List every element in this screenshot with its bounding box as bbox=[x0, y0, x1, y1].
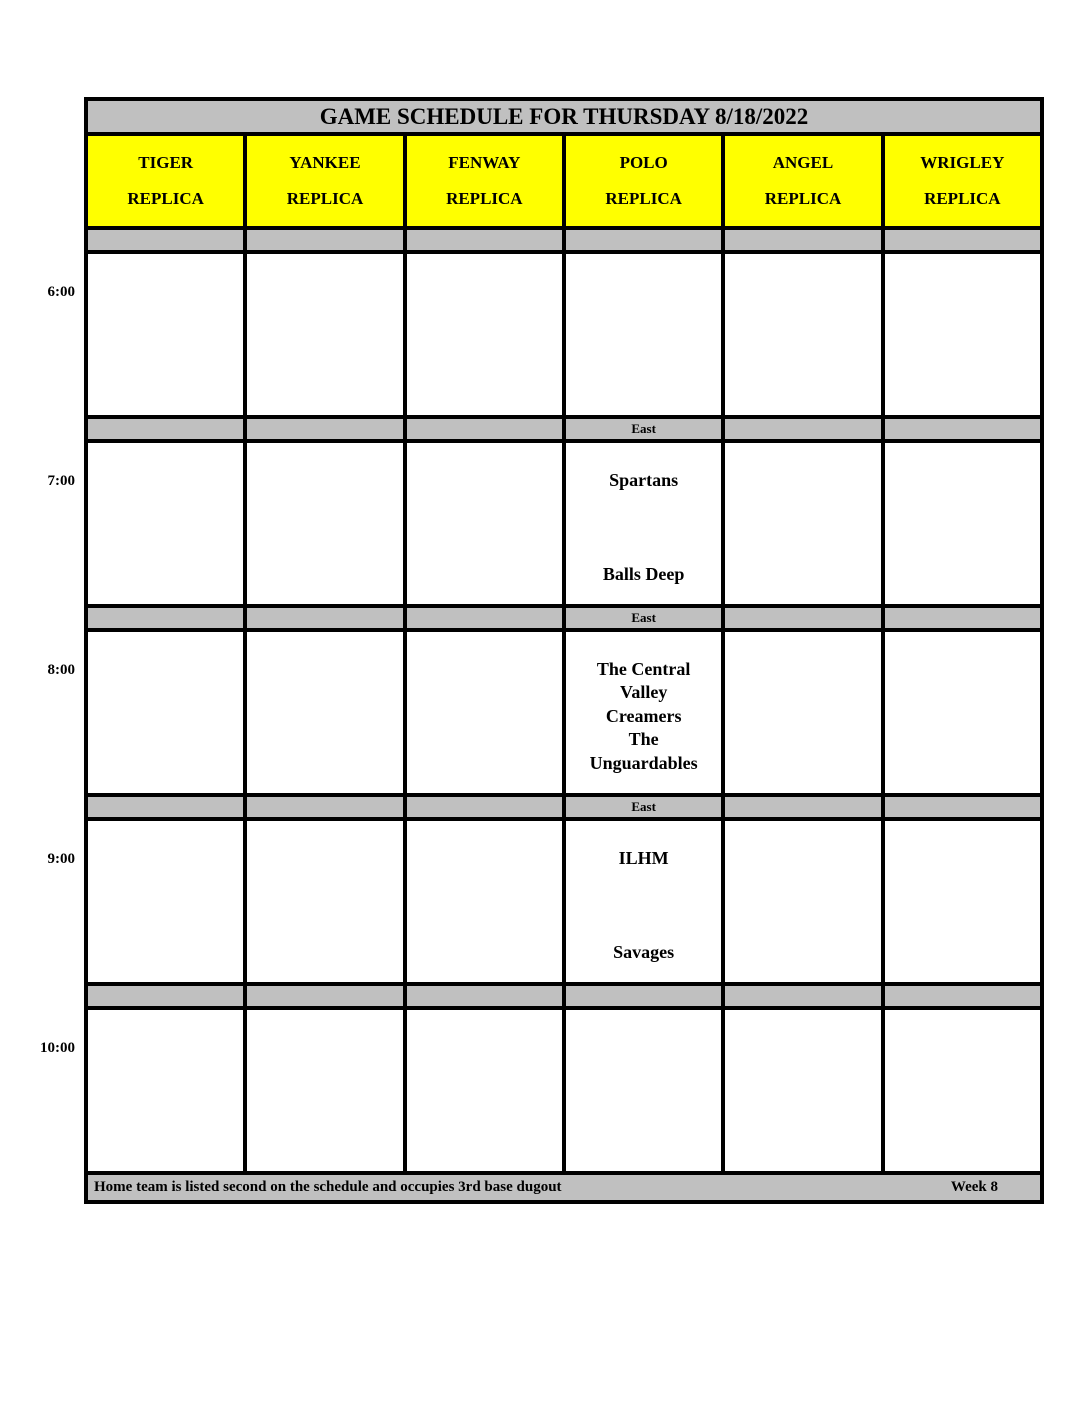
week-label: Week 8 bbox=[950, 1179, 998, 1195]
field-name: POLO bbox=[619, 153, 668, 172]
separator-cell bbox=[88, 986, 243, 1006]
separator-cell bbox=[885, 419, 1040, 439]
separator-cell bbox=[885, 230, 1040, 250]
separator-row bbox=[88, 797, 1040, 817]
game-row bbox=[47, 632, 1040, 793]
field-replica-label: REPLICA bbox=[446, 189, 523, 208]
field-replica-label: REPLICA bbox=[605, 189, 682, 208]
field-replica-label: REPLICA bbox=[764, 189, 842, 208]
separator-row bbox=[88, 230, 1040, 250]
game-cell bbox=[566, 632, 721, 793]
separator-cell bbox=[88, 797, 243, 817]
separator-cell bbox=[88, 608, 243, 628]
field-name: YANKEE bbox=[289, 153, 361, 172]
field-header-cell bbox=[88, 136, 243, 226]
field-replica-label: REPLICA bbox=[924, 189, 1001, 208]
empty-game-cell bbox=[725, 1010, 880, 1171]
field-header-row bbox=[88, 136, 1040, 226]
separator-row bbox=[88, 986, 1040, 1006]
empty-game-cell bbox=[407, 254, 562, 415]
schedule-title: GAME SCHEDULE FOR THURSDAY 8/18/2022 bbox=[88, 101, 1040, 132]
field-name: TIGER bbox=[138, 153, 194, 172]
empty-game-cell bbox=[885, 443, 1040, 604]
time-label: 10:00 bbox=[40, 1040, 75, 1056]
game-cell bbox=[566, 443, 721, 604]
empty-game-cell bbox=[247, 1010, 402, 1171]
separator-row bbox=[88, 419, 1040, 439]
game-row bbox=[47, 443, 1040, 604]
field-header-cell bbox=[247, 136, 402, 226]
empty-game-cell bbox=[88, 821, 243, 982]
separator-cell bbox=[566, 986, 721, 1006]
away-team: The Central Valley Creamers bbox=[596, 659, 691, 726]
empty-game-cell bbox=[407, 632, 562, 793]
separator-row bbox=[88, 608, 1040, 628]
separator-cell bbox=[407, 230, 562, 250]
separator-cell bbox=[725, 797, 880, 817]
empty-game-cell bbox=[88, 254, 243, 415]
empty-game-cell bbox=[725, 254, 880, 415]
empty-game-cell bbox=[566, 1010, 721, 1171]
away-team: ILHM bbox=[618, 848, 669, 868]
empty-game-cell bbox=[88, 632, 243, 793]
game-row bbox=[47, 254, 1040, 415]
field-name: FENWAY bbox=[448, 153, 521, 172]
field-header-cell bbox=[725, 136, 880, 226]
home-team: The Unguardables bbox=[589, 729, 698, 773]
field-replica-label: REPLICA bbox=[127, 189, 204, 208]
empty-game-cell bbox=[725, 632, 880, 793]
field-replica-label: REPLICA bbox=[286, 189, 364, 208]
separator-cell bbox=[725, 986, 880, 1006]
separator-cell bbox=[885, 986, 1040, 1006]
empty-game-cell bbox=[407, 1010, 562, 1171]
empty-game-cell bbox=[407, 821, 562, 982]
field-header-cell bbox=[407, 136, 562, 226]
footer-note: Home team is listed second on the schedule and occupies 3rd base dugout bbox=[94, 1179, 562, 1195]
separator-cell bbox=[566, 230, 721, 250]
separator-cell bbox=[407, 608, 562, 628]
separator-cell bbox=[247, 608, 402, 628]
separator-cell bbox=[407, 986, 562, 1006]
division-label: East bbox=[631, 421, 656, 436]
empty-game-cell bbox=[885, 1010, 1040, 1171]
separator-cell bbox=[885, 797, 1040, 817]
game-row bbox=[40, 1010, 1040, 1171]
separator-cell bbox=[407, 797, 562, 817]
division-label-cell bbox=[566, 608, 721, 628]
empty-game-cell bbox=[247, 443, 402, 604]
separator-cell bbox=[247, 230, 402, 250]
separator-cell bbox=[885, 608, 1040, 628]
separator-cell bbox=[247, 797, 402, 817]
empty-game-cell bbox=[885, 821, 1040, 982]
separator-cell bbox=[247, 419, 402, 439]
empty-game-cell bbox=[885, 254, 1040, 415]
empty-game-cell bbox=[247, 632, 402, 793]
empty-game-cell bbox=[88, 1010, 243, 1171]
empty-game-cell bbox=[885, 632, 1040, 793]
separator-cell bbox=[407, 419, 562, 439]
footer-bar bbox=[88, 1175, 1040, 1200]
field-name: ANGEL bbox=[772, 153, 834, 172]
home-team: Balls Deep bbox=[602, 563, 685, 584]
empty-game-cell bbox=[566, 254, 721, 415]
separator-cell bbox=[725, 419, 880, 439]
field-name: WRIGLEY bbox=[920, 153, 1005, 172]
field-header-cell bbox=[885, 136, 1040, 226]
division-label-cell bbox=[566, 797, 721, 817]
field-header-cell bbox=[566, 136, 721, 226]
separator-cell bbox=[725, 230, 880, 250]
time-label: 9:00 bbox=[47, 851, 75, 867]
empty-game-cell bbox=[88, 443, 243, 604]
division-label-cell bbox=[566, 419, 721, 439]
home-team: Savages bbox=[613, 941, 675, 962]
empty-game-cell bbox=[725, 443, 880, 604]
time-label: 8:00 bbox=[47, 662, 75, 678]
away-team: Spartans bbox=[609, 470, 679, 490]
game-schedule-table bbox=[40, 97, 1044, 1204]
separator-cell bbox=[247, 986, 402, 1006]
separator-cell bbox=[88, 230, 243, 250]
empty-game-cell bbox=[725, 821, 880, 982]
separator-cell bbox=[725, 608, 880, 628]
game-row bbox=[47, 821, 1040, 982]
game-cell bbox=[566, 821, 721, 982]
time-label: 7:00 bbox=[47, 473, 75, 489]
empty-game-cell bbox=[247, 254, 402, 415]
empty-game-cell bbox=[407, 443, 562, 604]
division-label: East bbox=[631, 799, 656, 814]
division-label: East bbox=[631, 610, 656, 625]
separator-cell bbox=[88, 419, 243, 439]
time-label: 6:00 bbox=[47, 284, 75, 300]
empty-game-cell bbox=[247, 821, 402, 982]
